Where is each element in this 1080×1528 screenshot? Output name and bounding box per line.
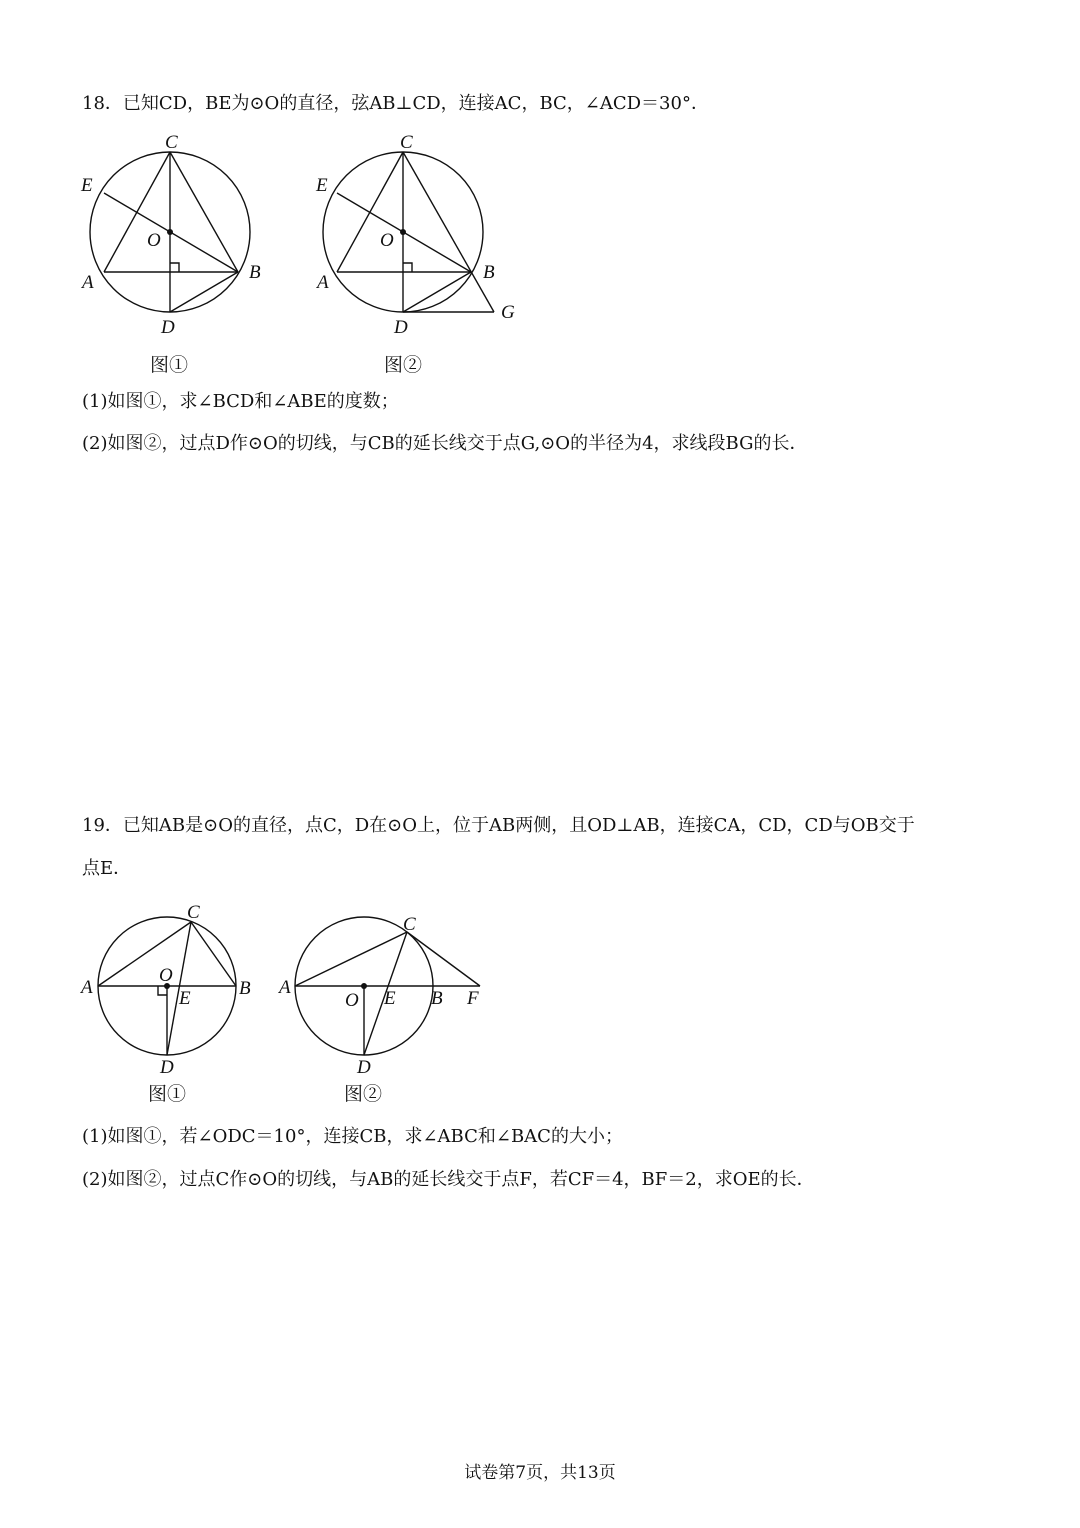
segment-CB [191, 922, 236, 986]
q19-part1: (1)如图①，若∠ODC＝10°，连接CB，求∠ABC和∠BAC的大小； [82, 1126, 623, 1147]
label-D: D [161, 317, 175, 338]
q19-stem-line2: 点E． [82, 858, 132, 879]
label-E: E [316, 175, 328, 196]
label-B: B [239, 978, 251, 999]
segment-BC [170, 152, 238, 272]
right-angle-mark [170, 263, 179, 272]
label-C: C [187, 902, 200, 923]
q18-stem: 18．已知CD，BE为⊙O的直径，弦AB⊥CD，连接AC，BC，∠ACD＝30°． [82, 93, 709, 114]
label-A: A [279, 977, 291, 998]
label-A: A [82, 272, 94, 293]
q19-figure-1 [75, 900, 275, 1080]
label-D: D [160, 1057, 174, 1078]
label-F: F [467, 988, 479, 1009]
label-C: C [403, 914, 416, 935]
q18-fig1-caption: 图① [150, 354, 189, 376]
label-E: E [81, 175, 93, 196]
center-point [400, 229, 406, 235]
label-B: B [249, 262, 261, 283]
label-A: A [317, 272, 329, 293]
q19-fig2-caption: 图② [344, 1083, 383, 1105]
center-point [361, 983, 367, 989]
center-point [167, 229, 173, 235]
label-G: G [501, 302, 515, 323]
label-D: D [357, 1057, 371, 1078]
segment-CA [98, 922, 191, 986]
segment-BD [170, 272, 238, 312]
q19-part2: (2)如图②，过点C作⊙O的切线，与AB的延长线交于点F，若CF＝4，BF＝2，求OE的长． [82, 1169, 815, 1190]
page-footer: 试卷第7页，共13页 [464, 1463, 616, 1483]
q19-fig1-caption: 图① [148, 1083, 187, 1105]
label-D: D [394, 317, 408, 338]
label-O: O [159, 965, 173, 986]
label-B: B [483, 262, 495, 283]
label-B: B [431, 988, 443, 1009]
label-O: O [147, 230, 161, 251]
q19-figure-2 [275, 900, 495, 1080]
label-A: A [81, 977, 93, 998]
label-E: E [384, 988, 396, 1009]
q18-figure-2 [308, 128, 528, 343]
label-C: C [165, 132, 178, 153]
label-C: C [400, 132, 413, 153]
label-E: E [179, 988, 191, 1009]
segment-CG [403, 152, 494, 312]
q18-part2: (2)如图②，过点D作⊙O的切线，与CB的延长线交于点G,⊙O的半径为4，求线段BG的长． [82, 433, 808, 454]
q19-stem-line1: 19．已知AB是⊙O的直径，点C，D在⊙O上，位于AB两侧，且OD⊥AB，连接CA，CD，CD与OB交于 [82, 815, 915, 836]
segment-BD [403, 272, 471, 312]
tangent-CF [407, 932, 480, 986]
q18-part1: (1)如图①，求∠BCD和∠ABE的度数； [82, 391, 399, 412]
q18-figure-1 [75, 128, 275, 343]
q18-fig2-caption: 图② [384, 354, 423, 376]
label-O: O [345, 990, 359, 1011]
right-angle-mark [403, 263, 412, 272]
label-O: O [380, 230, 394, 251]
